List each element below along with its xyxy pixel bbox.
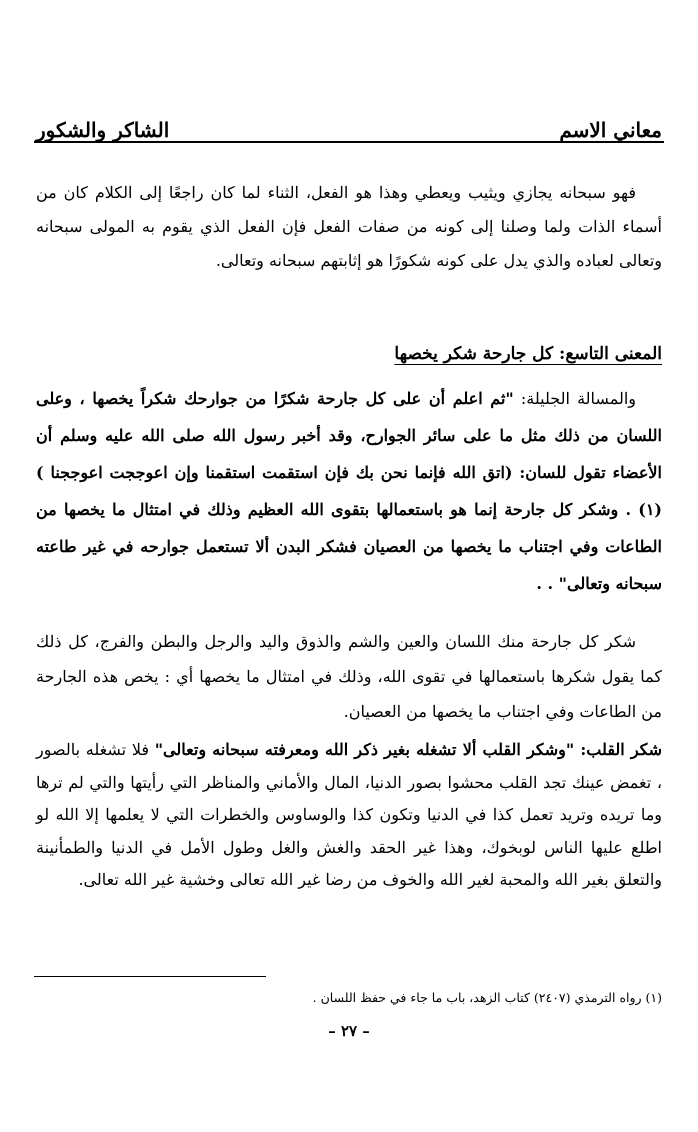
paragraph-limbs [36, 624, 662, 729]
paragraph-heart [36, 734, 662, 897]
paragraph-4-text [36, 734, 662, 897]
running-header [36, 108, 662, 142]
section-heading: المعنى التاسع: كل جارحة شكر يخصها [394, 344, 662, 364]
paragraph-intro [36, 176, 662, 278]
quote-paragraph-text [36, 380, 662, 602]
heart-lead: شكر القلب: "وشكر القلب ألا تشغله بغير ذكر الله ومعرفته سبحانه وتعالى" [154, 740, 662, 759]
quote-paragraph [36, 380, 662, 602]
footnote-divider [34, 976, 266, 977]
heart-rest: فلا تشغله بالصور ، تغمض عينك تجد القلب محشوا بصور الدنيا، المال والأماني والمناظر التي رأيتها والتي لم ترها وما تريده وتريد تعمل كذا في الدنيا وتكون كذا والوساوس والخطرات التي لا يعلمها إلا الله لو اطلع عليها الناس لوبخوك، وهذا غير الحقد والغش والغل وطول الأمل في الدنيا والطمأنينة والتعلق بغير الله والمحبة لغير الله والخوف من رضا غير الله تعالى وخشية غير الله تعالى. [36, 740, 662, 889]
quote-intro: والمسالة الجليلة: [513, 389, 637, 408]
quote-text: "ثم اعلم أن على كل جارحة شكرًا من جوارحك شكراً يخصها ، وعلى اللسان من ذلك مثل ما على سائر الجوارح، وقد أخبر رسول الله صلى الله عليه وسلم أن الأعضاء تقول للسان: (اتق الله فإنما نحن بك فإن استقمت استقمنا وإن اعوججت اعوججنا )(١) . وشكر كل جارحة إنما هو باستعمالها بتقوى الله العظيم وذلك في امتثال ما يخصها من الطاعات وفي اجتناب ما يخصها من العصيان فشكر البدن ألا تستعمل جوارحه في غير طاعته سبحانه وتعالى" . . [36, 389, 663, 593]
page-number: – ٢٧ – [328, 1022, 370, 1040]
header-divider [34, 141, 664, 143]
footnote: (١) رواه الترمذي (٢٤٠٧) كتاب الزهد، باب ما جاء في حفظ اللسان . [312, 990, 662, 1005]
paragraph-1-text: فهو سبحانه يجازي ويثيب ويعطي وهذا هو الفعل، الثناء لما كان راجعًا إلى الكلام كان من أسماء الذات ولما وصلنا إلى كونه من صفات الفعل فإن الفعل الذي يقوم به المولى سبحانه وتعالى لعباده والذي يدل على كونه شكورًا هو إثابتهم سبحانه وتعالى. [36, 183, 662, 270]
paragraph-3-text: شكر كل جارحة منك اللسان والعين والشم والذوق واليد والرجل والبطن والفرج، كل ذلك كما يقول شكرها باستعمالها في تقوى الله، وذلك في امتثال ما يخصها أي : يخص هذه الجارحة من الطاعات وفي اجتناب ما يخصها من العصيان. [36, 632, 662, 721]
header-right-title: معاني الاسم [559, 118, 662, 142]
header-left-title: الشاكر والشكور [36, 118, 170, 142]
